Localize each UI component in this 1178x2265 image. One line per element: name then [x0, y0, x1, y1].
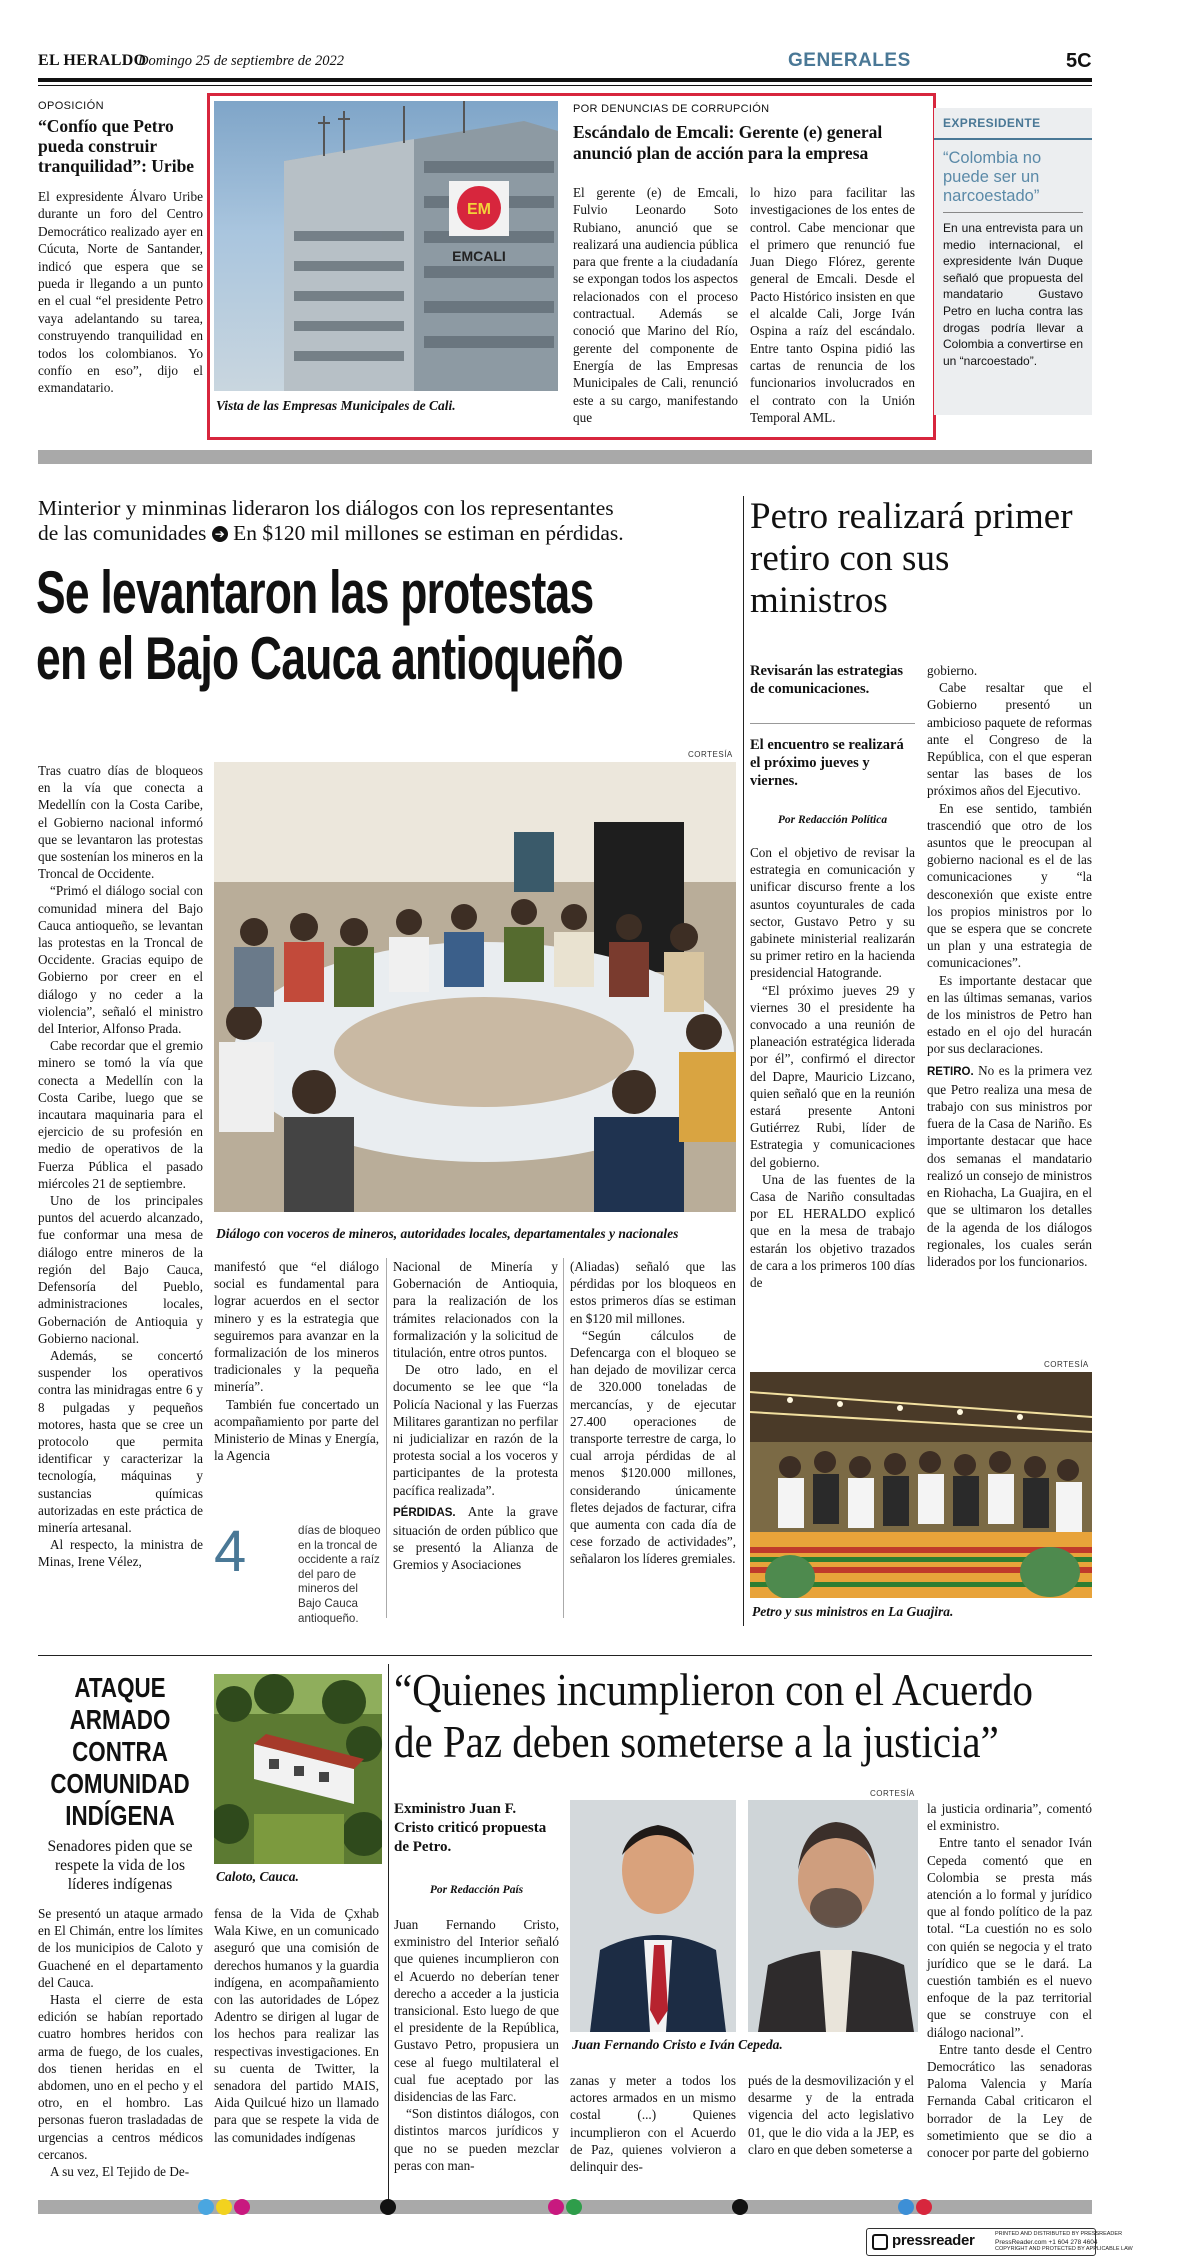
cauca-photo: [214, 762, 736, 1212]
cauca-col3-p3: [393, 1503, 558, 1574]
cristo-portrait-illustration: [570, 1800, 736, 2032]
ataque-col1-p1: Se presentó un ataque armado en El Chimán, entre los límites de los municipios de Caloto y Guachené en el departamento del Cauca.: [38, 1906, 203, 1990]
emcali-col-2: lo hizo para facilitar las investigaciones de los entes de control. Cabe mencionar que el primero que renunció fue Juan Diego Flórez, gerente general de Emcali. Desde el Pacto Histórico insisten en que el alcalde Cali, Jorge Iván Ospina a raíz del escándalo. Entre tanto Ospina pidió las cartas de renuncia de los funcionarios involucrados en el contrato con la Unión Temporal AML.: [750, 185, 915, 425]
petro-col2-p1: gobierno.: [927, 663, 978, 678]
cauca-headline-line-2: en el Bajo Cauca antioqueño: [36, 625, 623, 692]
page-number: 5C: [1066, 50, 1092, 72]
cristo-headline-line-1: “Quienes incumplieron con el Acuerdo: [394, 1664, 1033, 1715]
cepeda-portrait-illustration: [748, 1800, 918, 2032]
cauca-col-2: [214, 1258, 379, 1464]
ataque-caloto-illustration: [214, 1674, 382, 1864]
cristo-col-3: [748, 2072, 914, 2158]
cauca-col1-p4: Uno de los principales puntos del acuerdo alcanzado, fue conformar una mesa de diálogo entre mineros de la región del Bajo Cauca, Defensoría del Pueblo, administraciones locales, Gobernación de Antioquia y Gobierno nacional.: [38, 1193, 203, 1346]
emcali-sign-text: EMCALI: [452, 248, 506, 264]
issue-date: Domingo 25 de septiembre de 2022: [138, 53, 345, 69]
cristo-column-rule: [388, 1664, 389, 2204]
cauca-caption: Diálogo con voceros de mineros, autoridades locales, departamentales y nacionales: [216, 1226, 679, 1241]
cauca-col-1: [38, 762, 203, 1571]
masthead-rule-thin: [38, 85, 1092, 86]
cauca-deck: [38, 496, 738, 546]
uribe-kicker: OPOSICIÓN: [38, 100, 104, 112]
cauca-col-4: [570, 1258, 736, 1568]
petro-col-1: [750, 844, 915, 1291]
cristo-col1-p2: “Son distintos diálogos, con distintos marcos jurídicos y que no se pueden mezclar peras con man-: [394, 2106, 559, 2173]
duque-kicker: EXPRESIDENTE: [943, 116, 1041, 130]
petro-col2-p3: En ese sentido, también trascendió que otro de los asuntos que le preocupan al gobierno nacional es el de las comunicaciones y “la desconexión que existe entre los propios ministros por lo que se espera que se concrete un plan y una estrategia de comunicaciones”.: [927, 800, 1092, 971]
petro-caption: Petro y sus ministros en La Guajira.: [752, 1604, 954, 1619]
petro-col2-p4: Es importante destacar que en las últimas semanas, varios de los ministros de Petro han estado en el ojo del huracán por sus declaraciones.: [927, 972, 1092, 1057]
ataque-col-1: [38, 1905, 203, 2180]
cauca-col1-p3: Cabe recordar que el gremio minero se tomó la vía que conecta a Medellín con la Costa Caribe, luego que se incautara maquinaria para el ejercicio de su profesión en medio de operativos de la Fuerza Pública el pasado miércoles 21 de septiembre.: [38, 1038, 203, 1191]
registration-bar: [38, 2200, 1092, 2214]
duque-quote-rule: [943, 212, 1083, 213]
cauca-photo-credit: CORTESÍA: [688, 750, 733, 759]
cauca-col2-p1: manifestó que “el diálogo social es fundamental para lograr acuerdos en el sector minero y es la estrategia que seguiremos para avanzar en la formalización de los mineros tradicionales y la pequeña minería”.: [214, 1259, 379, 1395]
cauca-meeting-illustration: [214, 762, 736, 1212]
ataque-headline: [30, 1672, 210, 1832]
duque-kicker-rule: [934, 138, 1092, 140]
petro-sub-1: Revisarán las estrategias de comunicaciones.: [750, 663, 904, 697]
registration-dot-red: [916, 2199, 932, 2215]
emcali-caption: Vista de las Empresas Municipales de Cali.: [216, 398, 456, 413]
cauca-losses-label: PÉRDIDAS.: [393, 1506, 456, 1519]
registration-dot-black-2: [732, 2199, 748, 2215]
ataque-col1-p2: Hasta el cierre de esta edición se habían reportado cuatro hombres heridos con arma de fuego, de los cuales, dos tienen heridas en el abdomen, uno en el pecho y el otro, en el hombro. Las personas fueron trasladadas de urgencias a centros médicos cercanos.: [38, 1992, 203, 2162]
emcali-building-illustration: [214, 101, 558, 391]
duque-quote: “Colombia no puede ser un narcoestado”: [943, 149, 1042, 205]
section-name: GENERALES: [788, 50, 911, 71]
pressreader-fine-3: COPYRIGHT AND PROTECTED BY APPLICABLE LAW: [995, 2246, 1133, 2252]
ataque-col-2: [214, 1905, 379, 2146]
uribe-brief: [38, 100, 203, 397]
petro-ministers-illustration: [750, 1372, 1092, 1598]
cauca-col1-p6: Al respecto, la ministra de Minas, Irene Vélez,: [38, 1537, 203, 1570]
pressreader-stamp[interactable]: [866, 2228, 1133, 2256]
cristo-col3-p1: pués de la desmovilización y el desarme y de la entrada vigencia del acto legislativo 01, que le dio vida a la JEP, es claro en que deben someterse a: [748, 2073, 914, 2157]
cristo-headline-line-2: de Paz deben someterse a la justicia”: [394, 1716, 999, 1767]
petro-photo-credit: CORTESÍA: [1044, 1360, 1089, 1369]
cauca-col-3: [393, 1258, 558, 1574]
cristo-col1-p1: Juan Fernando Cristo, exministro del Interior señaló que quienes incumplieron con el Acuerdo no deberían tener derecho a acceder a la justicia transicional. Esto luego de que el presidente de la República, Gustavo Petro, propusiera un cese al fuego multilateral el cual fue aceptado por las disidencias de las Farc.: [394, 1917, 559, 2105]
registration-dot-green: [566, 2199, 582, 2215]
cauca-factoid-text: días de bloqueo en la troncal de occidente a raíz del paro de mineros del Bajo Cauca antioqueño.: [298, 1524, 381, 1625]
emcali-headline: Escándalo de Emcali: Gerente (e) general anunció plan de acción para la empresa: [573, 122, 883, 163]
pressreader-fine-1: PRINTED AND DISTRIBUTED BY PRESSREADER: [995, 2231, 1123, 2237]
petro-retiro-label: RETIRO.: [927, 1065, 974, 1078]
pressreader-fine-2: PressReader.com +1 604 278 4604: [995, 2238, 1098, 2246]
petro-photo: [750, 1372, 1092, 1598]
pressreader-logo-icon: [872, 2234, 888, 2250]
ataque-col2-p1: fensa de la Vida de Çxhab Wala Kiwe, en un comunicado aseguró que una comisión de derechos humanos y la guardia indígena, en acompañamiento con las autoridades de López Adentro se dirigen al lugar de los hechos para realizar las respectivas investigaciones. En su cuenta de Twitter, la senadora del partido MAIS, Aida Quilcué hizo un llamado para que se respete la vida de las comunidades indígenas: [214, 1906, 379, 2145]
arrow-circle-icon: ➔: [212, 526, 228, 542]
cauca-col1-p1: Tras cuatro días de bloqueos en la vía que conecta a Medellín con la Costa Caribe, el Gobierno nacional informó que se levantaron las protestas que sostenían los mineros en la Troncal de Occidente.: [38, 763, 203, 882]
registration-dot-magenta-2: [548, 2199, 564, 2215]
petro-sub-2: El encuentro se realizará el próximo jueves y viernes.: [750, 737, 904, 789]
cristo-caption: Juan Fernando Cristo e Iván Cepeda.: [572, 2037, 783, 2052]
cauca-col1-p2: “Primó el diálogo social con comunidad minera del Bajo Cauca antioqueño, se levantan las protestas en la Troncal de Occidente. Gracias equipo de Gobierno por creer en el diálogo y no ceder a la violencia”, señaló el ministro del Interior, Alfonso Prada.: [38, 883, 203, 1037]
registration-dot-black-1: [380, 2199, 396, 2215]
cristo-photo-credit: CORTESÍA: [870, 1789, 915, 1798]
cristo-col-2: [570, 2072, 736, 2175]
cristo-col4-p2: Entre tanto el senador Iván Cepeda comentó que en Colombia se presta más atención a lo formal y jurídico que al fondo político de la paz total. “La cuestión no es solo con quién se negocia y el trato jurídico que se le dará. La cuestión también es el nuevo enfoque de la paz territorial que se construye con el diálogo nacional”.: [927, 1835, 1092, 2040]
cauca-col-rule-2: [563, 1258, 564, 1618]
cauca-headline-line-1: Se levantaron las protestas: [36, 559, 594, 626]
cauca-col3-tail: Ante la grave situación de orden público que se presentó la Alianza de Gremios y Asociaciones: [393, 1503, 559, 1573]
masthead-rule: [38, 78, 1092, 82]
ataque-deck: Senadores piden que se respete la vida de los líderes indígenas: [47, 1838, 193, 1893]
cristo-col2-p1: zanas y meter a todos los actores armados en un mismo costal (...) Quienes incumplieron con el Acuerdo de Paz, quienes volvieron a delinquir des-: [570, 2073, 736, 2175]
petro-col1-p3: Una de las fuentes de la Casa de Nariño consultadas por EL HERALDO explicó que en la mesa de trabajo estarán los objetivo trazados de cara a los primeros 100 días de: [750, 1171, 915, 1291]
svg-text:EM: EM: [467, 201, 491, 218]
cauca-deck-line-2a: de las comunidades: [38, 521, 207, 545]
petro-col1-p1: Con el objetivo de revisar la estrategia en comunicación y unificar discurso frente a los asuntos coyunturales de cada sector, Gustavo Petro y su gabinete ministerial realizarán su primer retiro en la hacienda presidencial Hatogrande.: [750, 845, 915, 981]
cauca-col1-p5: Además, se concertó suspender los operativos contra las minidragas entre 6 y 8 pulgadas y pequeños motores, hasta que se cree un protocolo que permita identificar y caracterizar la tecnología, máquinas y sustancias químicas autorizadas en este práctica de minería artesanal.: [38, 1347, 203, 1535]
uribe-body: El expresidente Álvaro Uribe durante un foro del Centro Democrático realizado ayer en Cúcuta, Norte de Santander, indicó que espera que se pueda ir llegando a un punto en el cual “el presidente Petro vaya adelantando su tarea, construyendo tranquilidad en todos los colombianos. Yo confío en eso”, dijo el exmandatario.: [38, 189, 203, 396]
ataque-col1-p3: A su vez, El Tejido de De-: [50, 2164, 190, 2180]
bottom-section-rule: [38, 1655, 1092, 1656]
cristo-photo-left: [570, 1800, 736, 2032]
cauca-factoid: [214, 1519, 382, 1625]
petro-col2-tail: No es la primera vez que Petro realiza una mesa de trabajo con sus ministros por fuera de la Casa de Nariño. Es importante destacar que hace dos semanas el mandatario realizó un consejo de ministros en Riohacha, La Guajira, en el que se ultimaron los detalles de la agenda de los diálogos regionales, los cuales serán liderados por los funcionarios.: [927, 1062, 1092, 1269]
cauca-deck-line-2b: En $120 mil millones se estiman en pérdidas.: [233, 521, 624, 545]
ataque-photo: [214, 1674, 382, 1864]
cauca-headline: [36, 560, 746, 692]
duque-sidebar: [934, 108, 1092, 415]
cristo-headline: [394, 1664, 1094, 1768]
emcali-col-1: El gerente (e) de Emcali, Fulvio Leonardo Soto Rubiano, anunció que se realizará una audiencia pública para que frente a la ciudadanía se expongan todos los aspectos relacionados con el proceso contractual. Además se conoció que Marino del Río, gerente del componente de Energía de las Empresas Municipales de Cali, renunció este a su cargo, manifestando que: [573, 185, 738, 425]
cristo-byline: Por Redacción País: [429, 1884, 524, 1896]
cristo-col-4: [927, 1800, 1092, 2161]
cristo-col-1: [394, 1916, 559, 2174]
ataque-caption: Caloto, Cauca.: [216, 1869, 299, 1884]
cristo-photo-right: [748, 1800, 918, 2032]
petro-col2-p5: [927, 1062, 1092, 1270]
masthead: [38, 48, 1092, 88]
cristo-col4-p1: la justicia ordinaria”, comentó el exministro.: [927, 1801, 1092, 1834]
section-divider-bar: [38, 450, 1092, 464]
ataque-headline-text: ATAQUE ARMADO CONTRA COMUNIDAD INDÍGENA: [50, 1672, 190, 1831]
petro-headline: Petro realizará primer retiro con sus ministros: [750, 496, 1073, 621]
cauca-col3-p1: Nacional de Minería y Gobernación de Antioquia, para la realización de los trámites relacionados con la formalización y la solicitud de titulación, entre otros puntos.: [393, 1259, 558, 1361]
petro-col1-p2: “El próximo jueves 29 y viernes 30 el presidente ha convocado a una reunión de planeación estratégica liderada por él”, confirmó el director del Dapre, Mauricio Lizcano, quien señaló que en la reunión estará presente Antoni Gutiérrez Rubi, líder de Estrategia y comunicaciones del gobierno.: [750, 982, 915, 1170]
petro-col2-p2: Cabe resaltar que el Gobierno presentó un ambicioso paquete de reformas ante el Congreso de la República, con el que esperan sentar las bases de los próximos años del Ejecutivo.: [927, 680, 1092, 799]
cauca-col2-p2: También fue concertado un acompañamiento por parte del Ministerio de Minas y Energía, la Agencia: [214, 1396, 379, 1464]
duque-body: En una entrevista para un medio internacional, el expresidente Iván Duque señaló que propuesta del mandatario Gustavo Petro en lucha contra las drogas podría llevar a Colombia a convertirse en un “narcoestado”.: [943, 221, 1083, 368]
cauca-col4-p1: (Aliadas) señaló que las pérdidas por los bloqueos en estos primeros días se estiman en $120 mil millones.: [570, 1259, 736, 1326]
petro-sub-rule: [750, 723, 915, 724]
emcali-kicker: POR DENUNCIAS DE CORRUPCIÓN: [573, 103, 770, 115]
petro-column-rule: [743, 496, 744, 1626]
cristo-col4-p3: Entre tanto desde el Centro Democrático las senadoras Paloma Valencia y María Fernanda Cabal criticaron el borrador de la Ley de sometimiento que se dio a conocer por parte del gobierno: [927, 2041, 1092, 2161]
registration-dot-cyan: [198, 2199, 214, 2215]
cauca-col3-p2: De otro lado, en el documento se lee que “la Policía Nacional y las Fuerzas Militares garantizan no perfilar ni judicializar en razón de la protesta social a los voceros y participantes de la protesta pacífica realizada”.: [393, 1362, 558, 1498]
cauca-col4-p2: “Según cálculos de Defencarga con el bloqueo se han dejado de movilizar cerca de 320.000 toneladas de mercancías, y de ejecutar 27.400 operaciones de transporte terrestre de carga, lo cual arroja pérdidas de al menos $120.000 millones, considerando únicamente fletes dejados de facturar, cifra que aumenta con cada día de cese forzado de actividades”, señalaron los líderes gremiales.: [570, 1327, 736, 1567]
paper-name: EL HERALDO: [38, 52, 147, 69]
cauca-deck-line-1: Minterior y minminas lideraron los diálogos con los representantes: [38, 496, 614, 520]
cristo-sub: Exministro Juan F. Cristo criticó propuesta de Petro.: [394, 1801, 547, 1855]
cauca-deck-line-2: [38, 521, 738, 546]
pressreader-brand: pressreader: [892, 2232, 975, 2249]
registration-dot-blue: [898, 2199, 914, 2215]
registration-dot-magenta: [234, 2199, 250, 2215]
pressreader-fineprint: [995, 2231, 1133, 2254]
cauca-col-rule-1: [386, 1258, 387, 1618]
petro-byline: Por Redacción Política: [777, 814, 888, 826]
cauca-factoid-number: 4: [214, 1519, 247, 1584]
uribe-headline: “Confío que Petro pueda construir tranquilidad”: Uribe: [38, 116, 195, 176]
petro-col-2: [927, 662, 1092, 1270]
registration-dot-yellow: [216, 2199, 232, 2215]
emcali-photo: [214, 101, 558, 391]
